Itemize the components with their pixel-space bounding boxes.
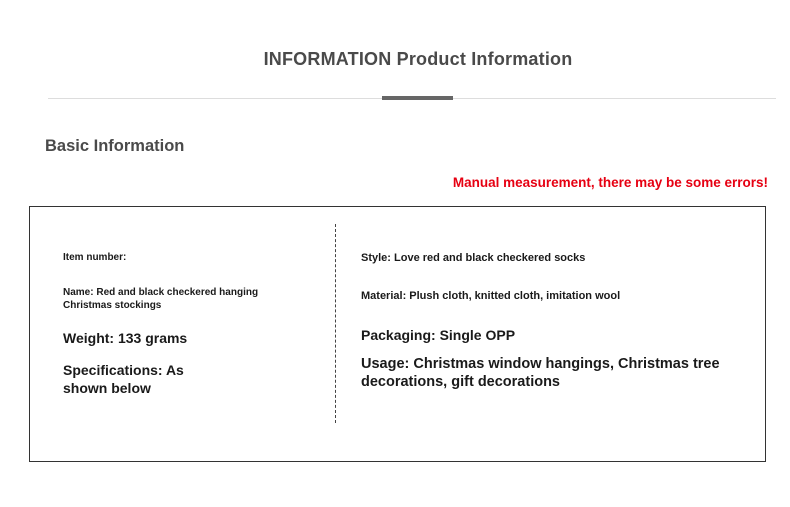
page-title: INFORMATION Product Information <box>263 49 573 69</box>
header-accent-bar <box>382 96 453 100</box>
product-name: Name: Red and black checkered hanging Christmas stockings <box>63 287 259 311</box>
section-title: Basic Information <box>45 137 185 155</box>
product-weight: Weight: 133 grams <box>63 330 188 346</box>
product-usage: Usage: Christmas window hangings, Christmas tree decorations, gift decorations <box>361 356 720 391</box>
item-number: Item number: <box>63 252 127 263</box>
product-packaging: Packaging: Single OPP <box>361 327 516 343</box>
product-specifications: Specifications: As shown below <box>63 362 184 396</box>
product-material: Material: Plush cloth, knitted cloth, imitation wool <box>361 290 621 302</box>
product-style: Style: Love red and black checkered socks <box>361 252 586 264</box>
column-divider <box>335 224 336 423</box>
measurement-warning: Manual measurement, there may be some errors! <box>452 175 768 190</box>
